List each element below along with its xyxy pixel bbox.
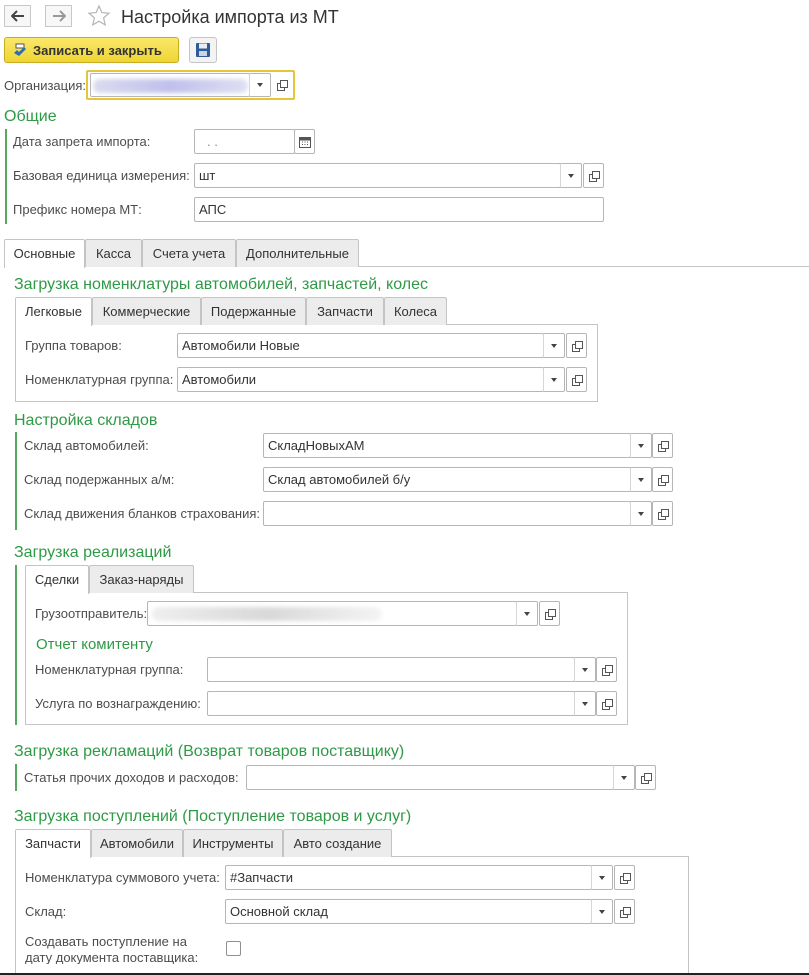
used-car-warehouse-dropdown-button[interactable] [630,467,652,492]
organization-field[interactable] [90,73,250,97]
open-icon [658,509,668,519]
car-warehouse-field[interactable]: СкладНовыхАМ [263,433,631,458]
receipts-section-title: Загрузка поступлений (Поступление товаров и услуг) [14,808,412,825]
organization-redacted-value [93,79,248,93]
reward-service-dropdown-button[interactable] [574,691,596,716]
window-title: Настройка импорта из МТ [121,7,339,27]
shipper-field[interactable] [147,601,517,626]
tab-main[interactable]: Основные [4,239,85,268]
other-income-expense-open-button[interactable] [635,765,656,790]
insurance-forms-warehouse-label: Склад движения бланков страхования: [24,506,261,521]
shipper-redacted-value [152,607,382,621]
open-icon [602,665,612,675]
tab-commercial[interactable]: Коммерческие [92,297,201,325]
tab-deals[interactable]: Сделки [25,565,89,594]
sum-nomenclature-field[interactable]: #Запчасти [225,865,592,890]
sales-section-title: Загрузка реализаций [14,544,172,561]
main-tabbar [4,239,809,267]
nomenclature-section-title: Загрузка номенклатуры автомобилей, запчастей, колес [14,276,428,293]
tab-work-orders[interactable]: Заказ-наряды [89,565,194,593]
import-ban-date-field[interactable]: . . [194,129,295,154]
commission-nomenclature-group-dropdown-button[interactable] [574,657,596,682]
other-income-expense-field[interactable] [246,765,614,790]
receipts-tabbar [15,829,689,857]
nomenclature-group-open-button[interactable] [566,367,587,392]
tab-used[interactable]: Подержанные [201,297,306,325]
arrow-right-icon [52,10,66,22]
tab-receipts-tools[interactable]: Инструменты [183,829,283,857]
organization-open-button[interactable] [271,73,292,97]
other-income-expense-dropdown-button[interactable] [613,765,635,790]
shipper-label: Грузоотправитель: [35,606,148,621]
shipper-dropdown-button[interactable] [516,601,538,626]
save-button[interactable] [189,37,217,63]
claims-group-bar [15,764,17,791]
tab-additional[interactable]: Дополнительные [236,239,359,267]
used-car-warehouse-field[interactable]: Склад автомобилей б/у [263,467,631,492]
goods-group-open-button[interactable] [566,333,587,358]
tab-wheels[interactable]: Колеса [384,297,447,325]
car-warehouse-dropdown-button[interactable] [630,433,652,458]
used-car-warehouse-open-button[interactable] [652,467,673,492]
shipper-open-button[interactable] [539,601,560,626]
claims-section-title: Загрузка рекламаций (Возврат товаров поставщику) [14,743,405,760]
back-button[interactable] [4,5,31,27]
save-and-close-button[interactable] [4,37,179,63]
nomenclature-group-field[interactable]: Автомобили [177,367,544,392]
tab-receipts-parts[interactable]: Запчасти [15,829,91,858]
base-unit-dropdown-button[interactable] [560,163,582,188]
car-warehouse-label: Склад автомобилей: [24,438,149,453]
insurance-forms-warehouse-dropdown-button[interactable] [630,501,652,526]
tab-cash[interactable]: Касса [85,239,142,267]
warehouses-group-bar [15,432,17,530]
sum-nomenclature-label: Номенклатура суммового учета: [25,870,220,885]
receipts-warehouse-label: Склад: [25,904,67,919]
open-icon [602,699,612,709]
commission-nomenclature-group-field[interactable] [207,657,575,682]
nomenclature-group-label: Номенклатурная группа: [25,372,174,387]
open-icon [545,609,555,619]
open-icon [641,773,651,783]
favorite-star-icon[interactable] [87,4,111,28]
commission-report-title: Отчет комитенту [36,636,153,653]
forward-button[interactable] [45,5,72,27]
save-icon-small [13,43,27,57]
create-on-supplier-date-checkbox[interactable] [226,941,241,956]
insurance-forms-warehouse-open-button[interactable] [652,501,673,526]
nomenclature-tabbar [15,297,598,325]
sales-tabbar [25,565,628,593]
nomenclature-group-dropdown-button[interactable] [543,367,565,392]
general-group-bar [5,129,7,224]
commission-nomenclature-group-open-button[interactable] [596,657,617,682]
insurance-forms-warehouse-field[interactable] [263,501,631,526]
goods-group-label: Группа товаров: [25,338,122,353]
open-icon [620,907,630,917]
used-car-warehouse-label: Склад подержанных а/м: [24,472,175,487]
other-income-expense-label: Статья прочих доходов и расходов: [24,770,239,785]
calendar-icon [299,136,311,148]
commission-nomenclature-group-label: Номенклатурная группа: [35,662,184,677]
calendar-button[interactable] [294,129,315,154]
open-icon [572,375,582,385]
tab-receipts-cars[interactable]: Автомобили [91,829,183,857]
goods-group-field[interactable]: Автомобили Новые [177,333,544,358]
open-icon [277,80,287,90]
receipts-warehouse-dropdown-button[interactable] [591,899,613,924]
mt-prefix-field[interactable]: АПС [194,197,604,222]
open-icon [572,341,582,351]
reward-service-label: Услуга по вознаграждению: [35,696,201,711]
sum-nomenclature-open-button[interactable] [614,865,635,890]
tab-receipts-auto-create[interactable]: Авто создание [283,829,392,857]
general-section-title: Общие [4,108,57,125]
open-icon [658,475,668,485]
receipts-warehouse-open-button[interactable] [614,899,635,924]
goods-group-dropdown-button[interactable] [543,333,565,358]
warehouses-section-title: Настройка складов [14,412,158,429]
open-icon [620,873,630,883]
tab-passenger[interactable]: Легковые [15,297,92,326]
arrow-left-icon [11,10,25,22]
base-unit-open-button[interactable] [583,163,604,188]
reward-service-field[interactable] [207,691,575,716]
organization-label: Организация: [4,78,87,93]
sum-nomenclature-dropdown-button[interactable] [591,865,613,890]
mt-prefix-label: Префикс номера МТ: [13,202,142,217]
open-icon [658,441,668,451]
sales-group-bar [15,565,17,725]
base-unit-field[interactable]: шт [194,163,561,188]
reward-service-open-button[interactable] [596,691,617,716]
floppy-disk-icon [195,42,211,58]
receipts-warehouse-field[interactable]: Основной склад [225,899,592,924]
organization-dropdown-button[interactable] [249,73,271,97]
save-and-close-label: Записать и закрыть [33,42,162,58]
tab-accounts[interactable]: Счета учета [142,239,236,267]
car-warehouse-open-button[interactable] [652,433,673,458]
import-ban-date-label: Дата запрета импорта: [13,134,151,149]
create-on-supplier-date-label: Создавать поступление на дату документа поставщика: [25,934,199,964]
open-icon [589,171,599,181]
tab-parts[interactable]: Запчасти [306,297,384,325]
base-unit-label: Базовая единица измерения: [13,168,190,183]
